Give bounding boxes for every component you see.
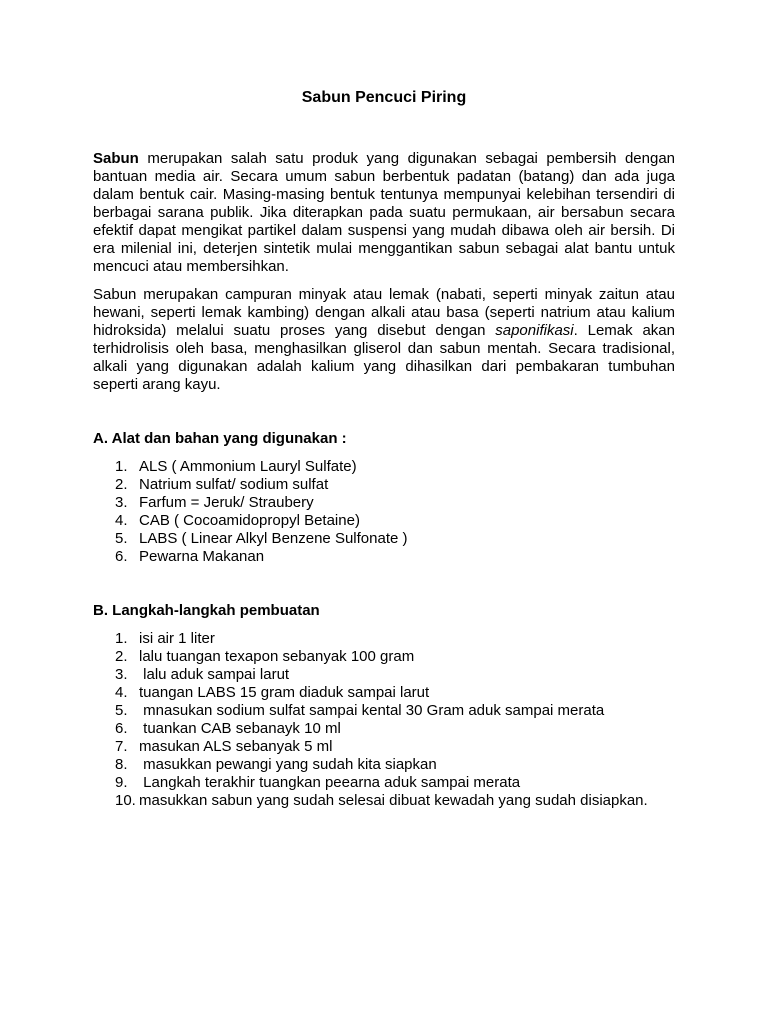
list-item bbox=[93, 684, 675, 702]
steps-list bbox=[93, 630, 675, 810]
list-number: 3. bbox=[115, 666, 128, 683]
section-b-heading: B. Langkah-langkah pembuatan bbox=[93, 602, 320, 619]
list-item bbox=[93, 702, 675, 720]
list-text: Natrium sulfat/ sodium sulfat bbox=[139, 476, 329, 493]
list-text: tuangan LABS 15 gram diaduk sampai larut bbox=[139, 684, 430, 701]
list-text: lalu tuangan texapon sebanyak 100 gram bbox=[139, 648, 415, 665]
list-item bbox=[93, 494, 675, 512]
page-title: Sabun Pencuci Piring bbox=[301, 89, 467, 106]
para2-italic-term: saponifikasi bbox=[495, 322, 574, 339]
list-text: Farfum = Jeruk/ Straubery bbox=[139, 494, 314, 511]
intro-lead-word: Sabun bbox=[93, 150, 139, 167]
list-number: 5. bbox=[115, 530, 128, 547]
list-number: 10. bbox=[115, 792, 136, 809]
list-item bbox=[93, 648, 675, 666]
list-number: 2. bbox=[115, 648, 128, 665]
intro-text: merupakan salah satu produk yang digunakan sebagai pembersih dengan bantuan media air. Secara umum sabun berbentuk padatan (batang) dan ada juga dalam bentuk cair. Masing-masing bentuk tentunya mempunyai kelebihan tersendiri di berbagai sarana publik. Jika diterapkan pada suatu permukaan, air bersabun secara efektif dapat mengikat partikel dalam suspensi yang mudah dibawa oleh air bersih. Di era milenial ini, deterjen sintetik mulai menggantikan sabun sebagai alat bantu untuk mencuci atau membersihkan. bbox=[93, 150, 675, 275]
list-item bbox=[93, 738, 675, 756]
list-text: tuankan CAB sebanayk 10 ml bbox=[139, 720, 341, 737]
intro-paragraph bbox=[93, 150, 675, 276]
saponification-paragraph bbox=[93, 286, 675, 394]
list-text: Langkah terakhir tuangkan peearna aduk sampai merata bbox=[139, 774, 521, 791]
list-text: mnasukan sodium sulfat sampai kental 30 Gram aduk sampai merata bbox=[139, 702, 605, 719]
list-item bbox=[93, 530, 675, 548]
list-number: 9. bbox=[115, 774, 128, 791]
list-item bbox=[93, 476, 675, 494]
list-number: 4. bbox=[115, 512, 128, 529]
list-item bbox=[93, 720, 675, 738]
list-item bbox=[93, 512, 675, 530]
list-text: masukkan sabun yang sudah selesai dibuat kewadah yang sudah disiapkan. bbox=[139, 792, 648, 809]
list-item bbox=[93, 630, 675, 648]
list-text: lalu aduk sampai larut bbox=[139, 666, 290, 683]
materials-list bbox=[93, 458, 675, 566]
list-text: CAB ( Cocoamidopropyl Betaine) bbox=[139, 512, 360, 529]
list-item bbox=[93, 548, 675, 566]
list-text: Pewarna Makanan bbox=[139, 548, 265, 565]
list-number: 1. bbox=[115, 630, 128, 647]
list-number: 4. bbox=[115, 684, 128, 701]
document-page bbox=[93, 88, 675, 810]
list-number: 6. bbox=[115, 720, 128, 737]
list-item bbox=[93, 458, 675, 476]
list-number: 8. bbox=[115, 756, 128, 773]
list-item bbox=[93, 756, 675, 774]
list-item bbox=[93, 792, 675, 810]
list-number: 3. bbox=[115, 494, 128, 511]
list-number: 6. bbox=[115, 548, 128, 565]
list-text: LABS ( Linear Alkyl Benzene Sulfonate ) bbox=[139, 530, 408, 547]
para2-after: . Lemak akan terhidrolisis oleh basa, menghasilkan gliserol dan sabun mentah. Secara tradisional, alkali yang digunakan adalah kalium yang dihasilkan dari pembakaran tumbuhan seperti arang kayu. bbox=[93, 322, 675, 393]
para2-before: Sabun merupakan campuran minyak atau lemak (nabati, seperti minyak zaitun atau hewani, seperti lemak kambing) dengan alkali atau basa (seperti natrium atau kalium hidroksida) melalui suatu proses yang disebut dengan bbox=[93, 286, 675, 339]
list-number: 5. bbox=[115, 702, 128, 719]
list-number: 2. bbox=[115, 476, 128, 493]
section-a-heading: A. Alat dan bahan yang digunakan : bbox=[93, 430, 347, 447]
list-item bbox=[93, 774, 675, 792]
list-text: masukkan pewangi yang sudah kita siapkan bbox=[139, 756, 437, 773]
list-number: 7. bbox=[115, 738, 128, 755]
list-text: ALS ( Ammonium Lauryl Sulfate) bbox=[139, 458, 357, 475]
list-item bbox=[93, 666, 675, 684]
list-text: isi air 1 liter bbox=[139, 630, 215, 647]
list-number: 1. bbox=[115, 458, 128, 475]
list-text: masukan ALS sebanyak 5 ml bbox=[139, 738, 333, 755]
